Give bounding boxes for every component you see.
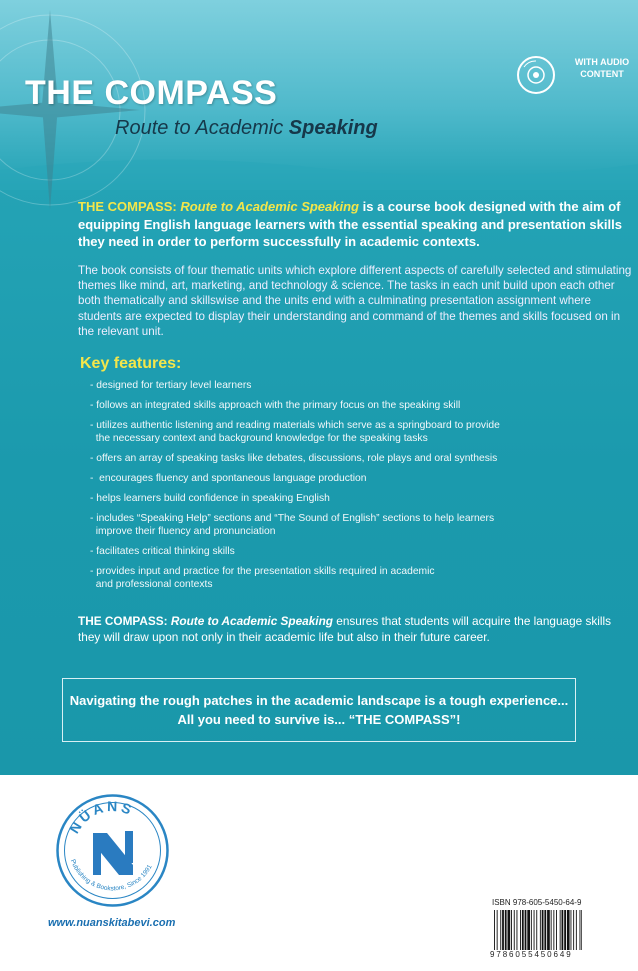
feature-item: - facilitates critical thinking skills [90,546,235,557]
tagline-line2: All you need to survive is... “THE COMPASS”! [177,712,461,727]
audio-cd-icon [516,55,556,95]
feature-item: - encourages fluency and spontaneous language production [90,473,367,484]
tagline-line1: Navigating the rough patches in the academic landscape is a tough experience... [69,693,569,708]
feature-item: - designed for tertiary level learners [90,380,252,391]
subtitle-text: Route to Academic [115,117,289,139]
intro-paragraph [78,198,633,251]
intro-text: is a course book designed with the aim of equipping English language learners with the essential speaking and presentation skills they need in order to perform successfully in academic contexts. [78,199,622,249]
closing-brand: THE COMPASS: [78,614,171,628]
book-subtitle [115,117,378,140]
publisher-url-link[interactable]: www.nuanskitabevi.com [48,917,176,929]
feature-item: - includes “Speaking Help” sections and “The Sound of English” sections to help learners improve their fluency and pronunciation [90,513,495,537]
svg-text:Publishing & Bookstore, Since: Publishing & Bookstore, Since 1991 [68,858,154,893]
closing-text: ensures that students will acquire the language skills they will draw upon not only in their academic life but also in their future career. [78,614,612,644]
book-title: THE COMPASS [25,74,278,112]
subtitle-bold: Speaking [288,117,378,139]
feature-item: - helps learners build confidence in speaking English [90,493,330,504]
tagline-box [62,678,576,742]
description-paragraph: The book consists of four thematic units which explore different aspects of carefully selected and stimulating themes like mind, art, marketing, and technology & science. The tasks in each unit build upon each other both thematically and skillswise and the units end with a culminating presentation assignment where students are expected to display their understanding and command of the themes and skills focused on in the relevant unit. [78,264,632,338]
key-features-heading: Key features: [80,355,182,372]
feature-item: - utilizes authentic listening and reading materials which serve as a springboard to provide the necessary context and background knowledge for the speaking tasks [90,420,500,444]
closing-brand-italic: Route to Academic Speaking [170,614,333,628]
audio-badge: WITH AUDIO CONTENT [574,57,630,79]
key-features-list [90,379,560,598]
feature-item: - follows an integrated skills approach with the primary focus on the speaking skill [90,400,461,411]
intro-brand: THE COMPASS: [78,199,181,214]
publisher-logo [55,793,170,908]
barcode-number: 9786055450649 [490,950,573,959]
feature-item: - provides input and practice for the presentation skills required in academic and professional contexts [90,566,435,590]
intro-brand-italic: Route to Academic Speaking [180,199,359,214]
barcode-icon [494,910,582,950]
feature-item: - offers an array of speaking tasks like debates, discussions, role plays and oral synthesis [90,453,498,464]
closing-paragraph [78,613,633,645]
svg-text:NÜANS: NÜANS [65,797,137,837]
isbn-label: ISBN 978-605-5450-64-9 [492,898,582,907]
